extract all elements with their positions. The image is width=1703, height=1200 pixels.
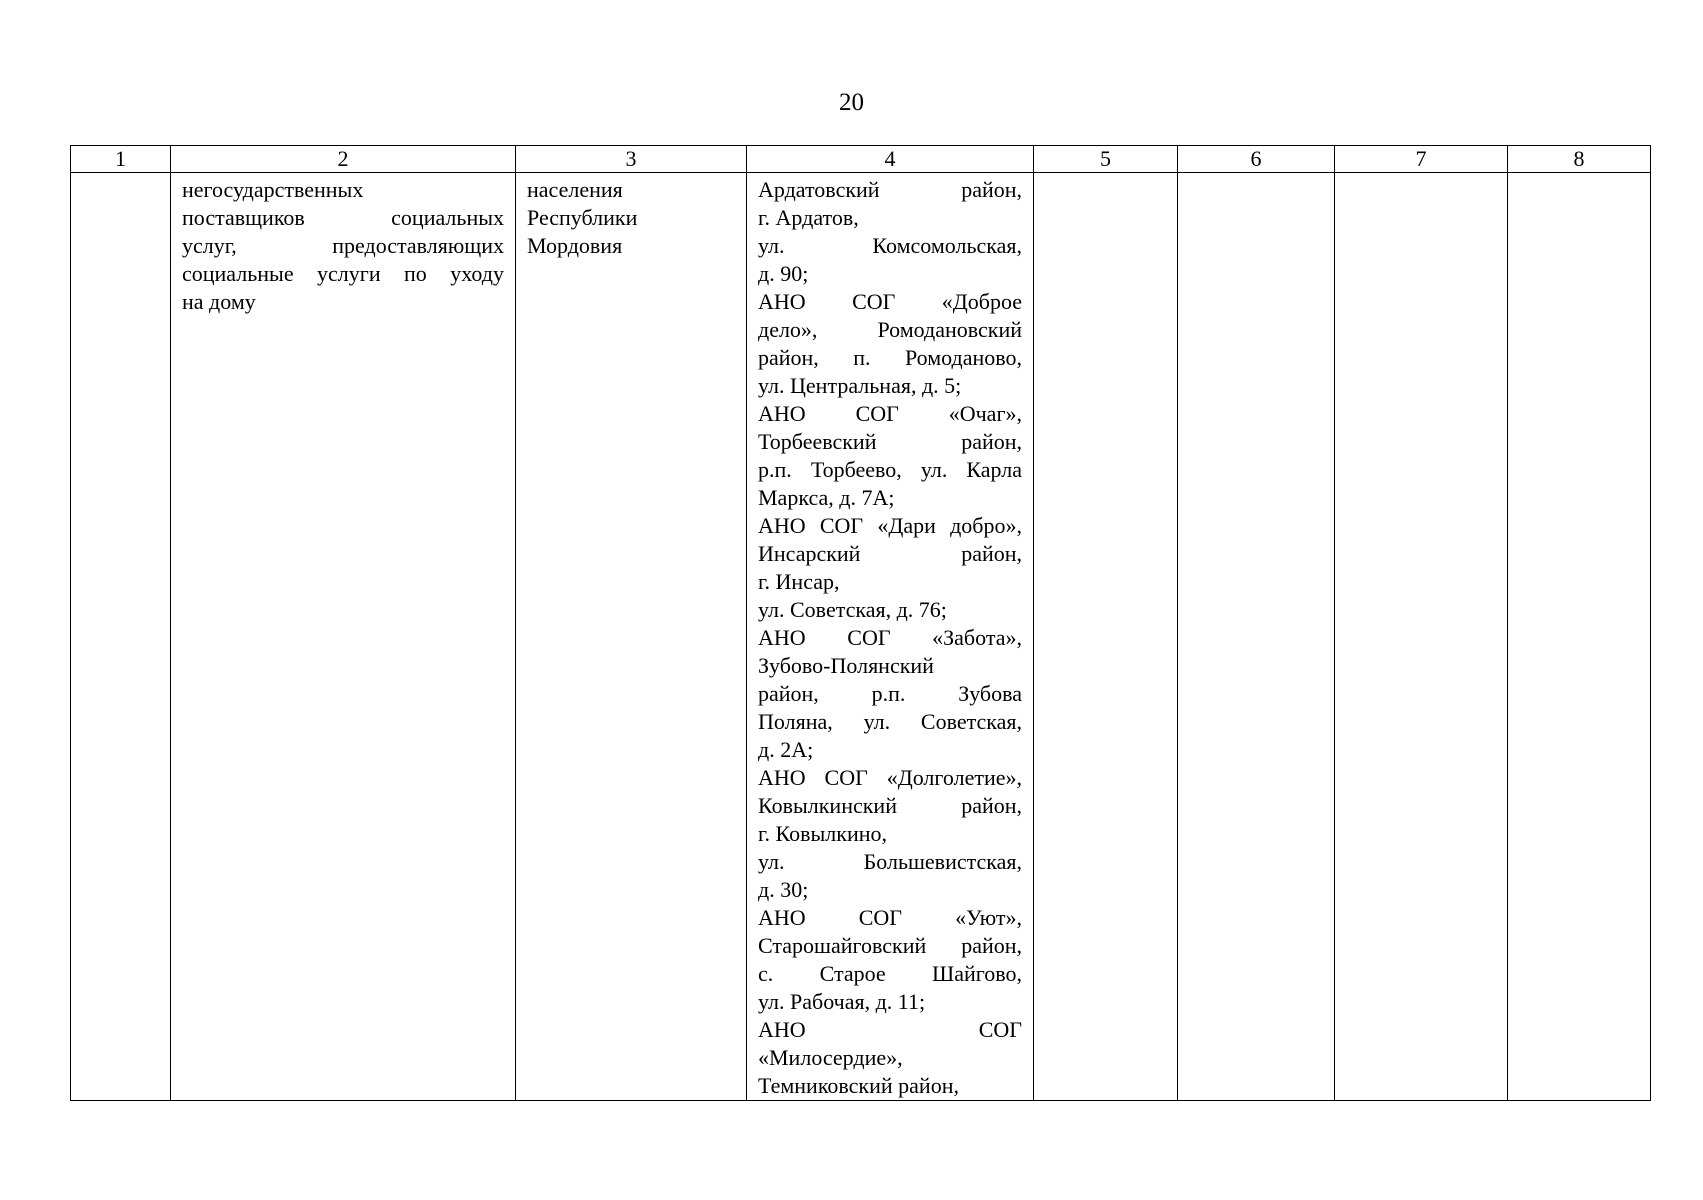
cell-col8 [1508, 173, 1651, 1101]
cell-line: ул. Большевистская, [758, 849, 1022, 874]
cell-col2 [171, 173, 516, 1101]
page-number: 20 [839, 89, 864, 116]
col-header-2: 2 [171, 146, 516, 173]
cell-line: услуг, предоставляющих [182, 233, 504, 258]
population-category [516, 173, 746, 260]
col-header-5: 5 [1034, 146, 1178, 173]
cell-line: Мордовия [527, 233, 623, 258]
cell-line: район, р.п. Зубова [758, 681, 1022, 706]
cell-line: негосударственных [182, 177, 364, 202]
cell-line: АНО СОГ [758, 1017, 1022, 1042]
cell-line: АНО СОГ «Забота», [758, 625, 1022, 650]
cell-line: Зубово-Полянский [758, 653, 934, 678]
services-table [70, 145, 1651, 1101]
cell-line: АНО СОГ «Долголетие», [758, 765, 1022, 790]
cell-line: Инсарский район, [758, 541, 1022, 566]
cell-line: г. Ковылкино, [758, 821, 888, 846]
cell-line: АНО СОГ «Уют», [758, 905, 1022, 930]
cell-col3 [516, 173, 747, 1101]
provider-addresses [747, 173, 1033, 1100]
cell-line: социальные услуги по уходу [182, 261, 504, 286]
cell-line: дело», Ромодановский [758, 317, 1022, 342]
cell-line: АНО СОГ «Дари добро», [758, 513, 1022, 538]
cell-line: Маркса, д. 7А; [758, 485, 895, 510]
service-description [171, 173, 515, 316]
cell-line: «Милосердие», [758, 1045, 903, 1070]
col-header-7: 7 [1335, 146, 1508, 173]
cell-col4 [747, 173, 1034, 1101]
cell-line: г. Инсар, [758, 569, 840, 594]
cell-line: Ардатовский район, [758, 177, 1022, 202]
cell-col5 [1034, 173, 1178, 1101]
col-header-6: 6 [1178, 146, 1335, 173]
col-header-3: 3 [516, 146, 747, 173]
cell-line: район, п. Ромоданово, [758, 345, 1022, 370]
cell-line: Старошайговский район, [758, 933, 1022, 958]
cell-col1 [71, 173, 171, 1101]
cell-line: р.п. Торбеево, ул. Карла [758, 457, 1022, 482]
cell-line: ул. Центральная, д. 5; [758, 373, 962, 398]
col-header-8: 8 [1508, 146, 1651, 173]
cell-line: д. 2А; [758, 737, 814, 762]
cell-line: Торбеевский район, [758, 429, 1022, 454]
cell-col6 [1178, 173, 1335, 1101]
cell-line: АНО СОГ «Доброе [758, 289, 1022, 314]
col-header-1: 1 [71, 146, 171, 173]
cell-line: с. Старое Шайгово, [758, 961, 1022, 986]
cell-line: ул. Рабочая, д. 11; [758, 989, 926, 1014]
cell-line: ул. Комсомольская, [758, 233, 1022, 258]
col-header-4: 4 [747, 146, 1034, 173]
cell-line: Поляна, ул. Советская, [758, 709, 1022, 734]
cell-line: г. Ардатов, [758, 205, 859, 230]
cell-line: АНО СОГ «Очаг», [758, 401, 1022, 426]
cell-line: д. 30; [758, 877, 809, 902]
cell-col7 [1335, 173, 1508, 1101]
cell-line: населения [527, 177, 623, 202]
table-row [71, 173, 1651, 1101]
table-header-row [71, 146, 1651, 173]
cell-line: Темниковский район, [758, 1073, 959, 1098]
cell-line: Республики [527, 205, 638, 230]
cell-line: д. 90; [758, 261, 809, 286]
cell-line: на дому [182, 289, 256, 314]
cell-line: ул. Советская, д. 76; [758, 597, 947, 622]
cell-line: поставщиков социальных [182, 205, 504, 230]
cell-line: Ковылкинский район, [758, 793, 1022, 818]
